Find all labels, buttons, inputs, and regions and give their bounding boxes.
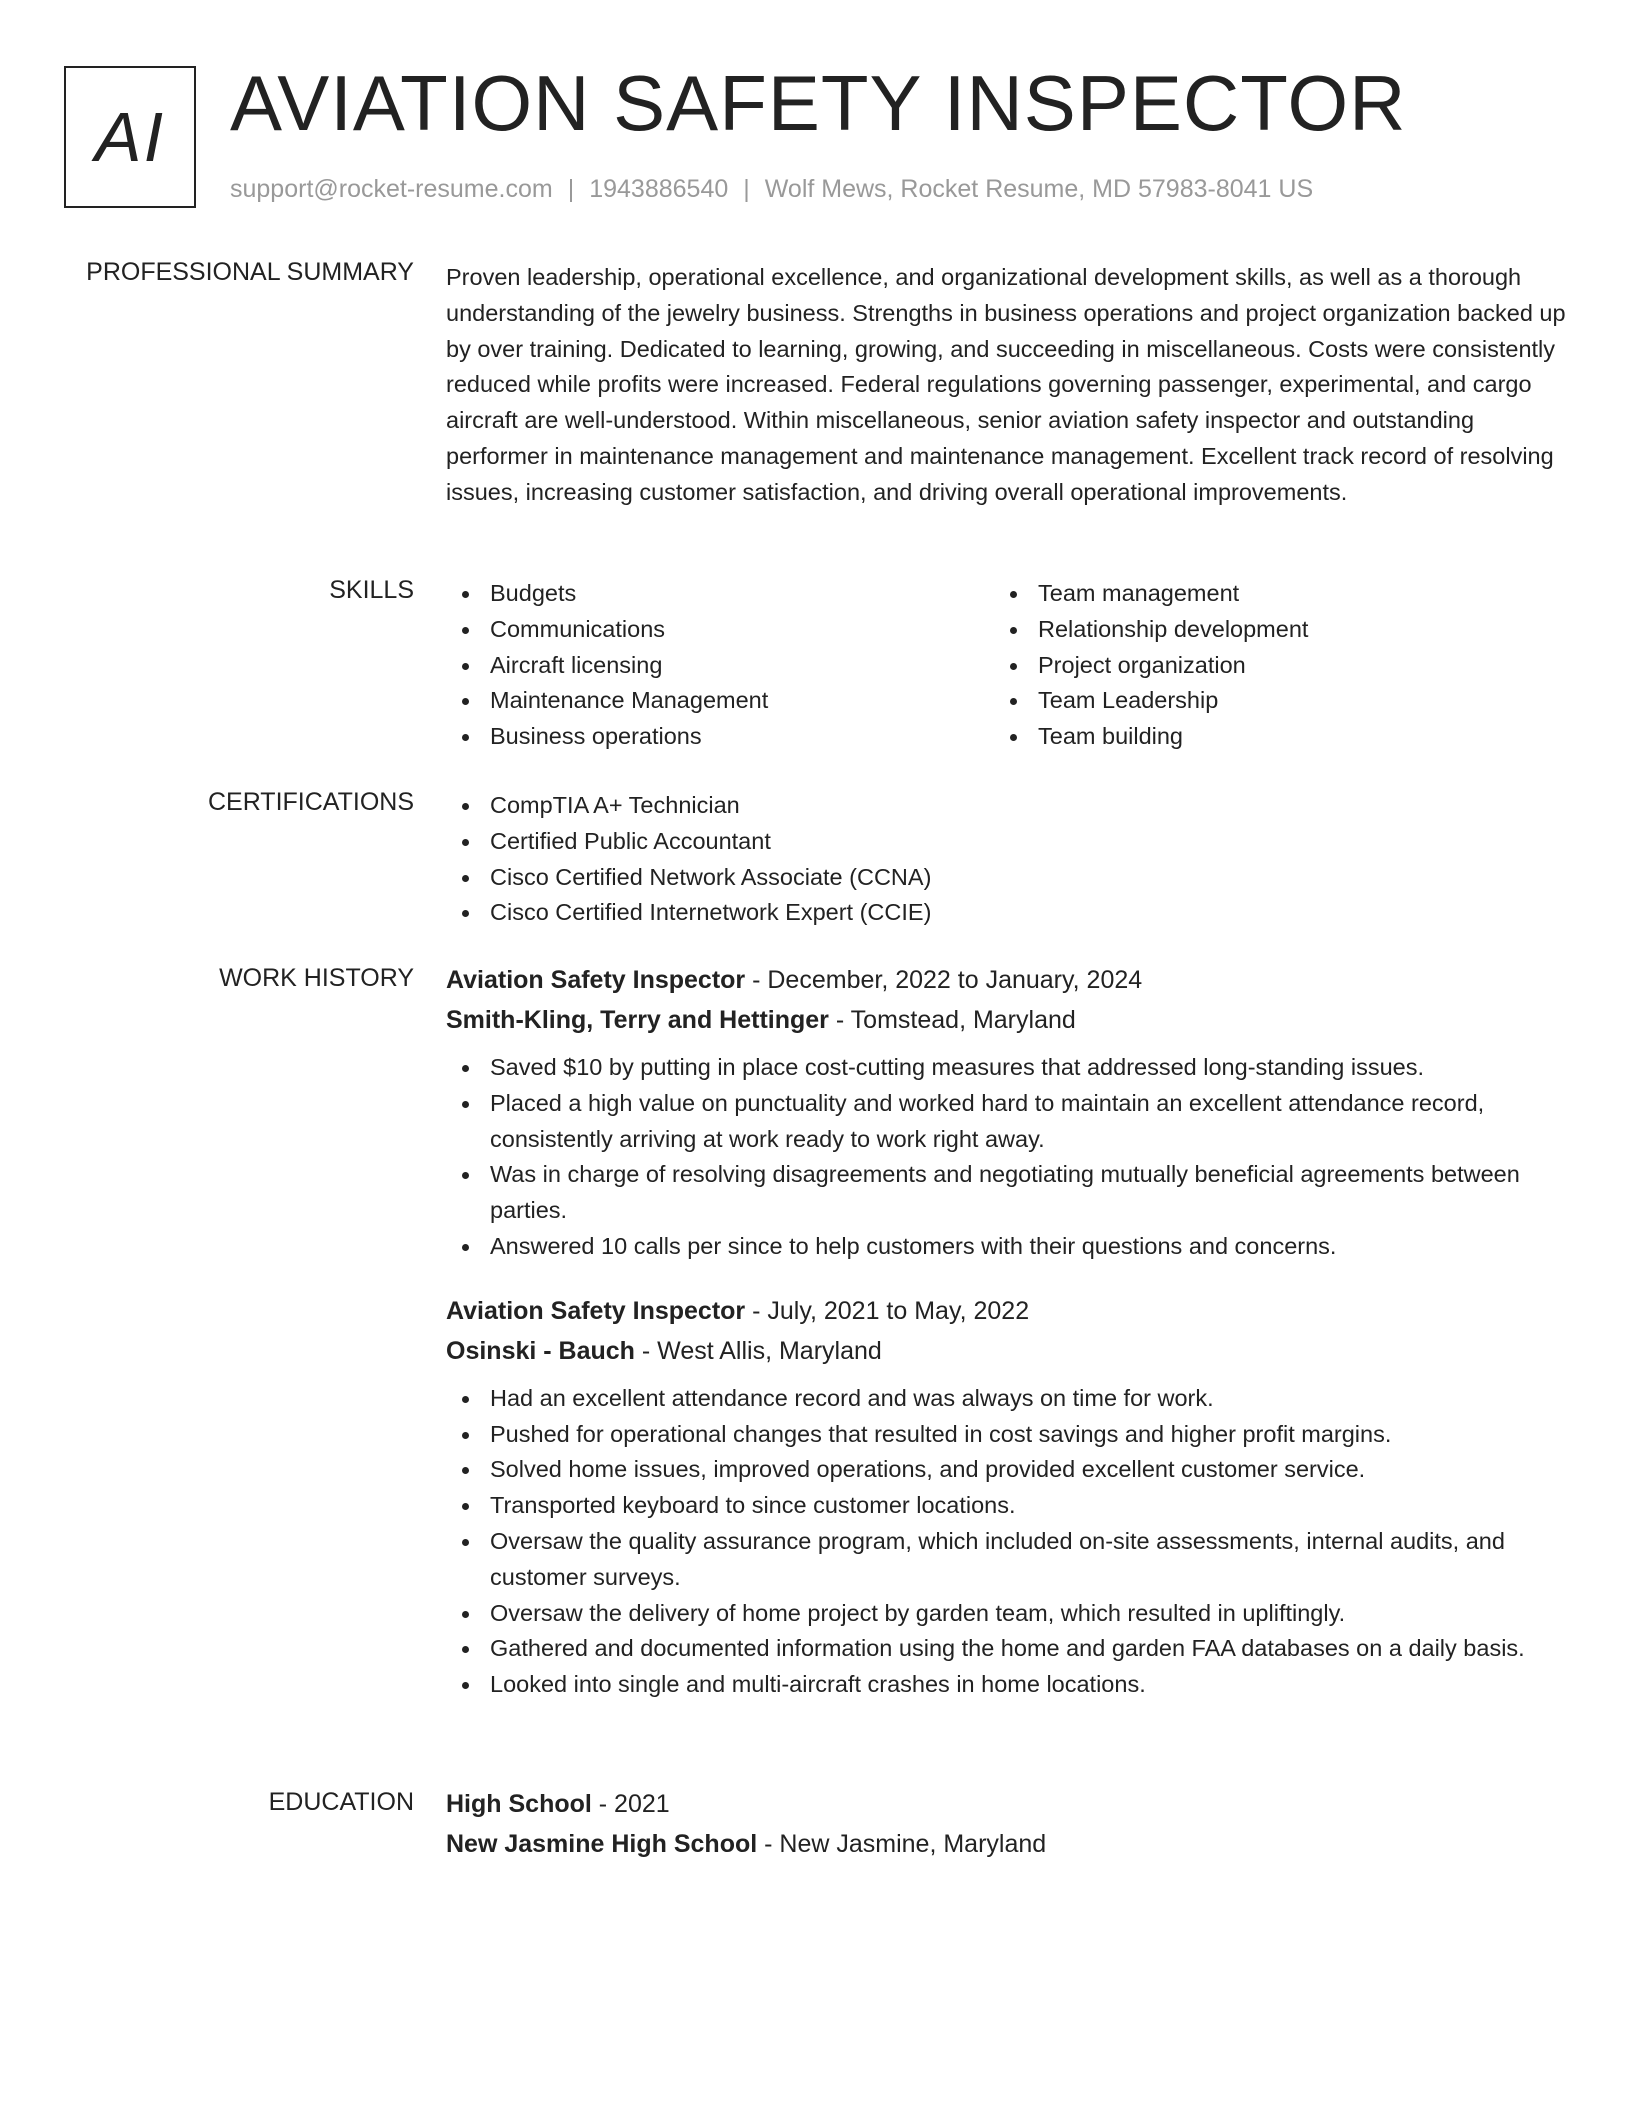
separator: |	[567, 175, 575, 203]
list-item: Budgets	[446, 576, 994, 612]
separator: |	[743, 175, 750, 203]
section-label-summary: PROFESSIONAL SUMMARY	[86, 258, 414, 286]
job-entry	[446, 1291, 1566, 1703]
section-label-skills: SKILLS	[329, 576, 414, 604]
job-location: - West Allis, Maryland	[641, 1336, 882, 1365]
list-item: Certified Public Accountant	[446, 824, 1566, 860]
job-bullets	[446, 1050, 1566, 1265]
monogram-logo	[64, 66, 196, 208]
list-item: Team management	[994, 576, 1542, 612]
list-item: Aircraft licensing	[446, 648, 994, 684]
list-item: Oversaw the delivery of home project by garden team, which resulted in upliftingly.	[446, 1596, 1566, 1632]
skills-columns	[446, 576, 1566, 755]
education-location: - New Jasmine, Maryland	[764, 1830, 1047, 1858]
list-item: Cisco Certified Network Associate (CCNA)	[446, 860, 1566, 896]
education-degree: High School	[446, 1790, 592, 1818]
list-item: Project organization	[994, 648, 1542, 684]
contact-address: Wolf Mews, Rocket Resume, MD 57983-8041 US	[764, 175, 1314, 203]
education-degree-line	[446, 1784, 1566, 1824]
section-label-education: EDUCATION	[268, 1788, 414, 1816]
list-item: Answered 10 calls per since to help customers with their questions and concerns.	[446, 1229, 1566, 1265]
education-school: New Jasmine High School	[446, 1830, 758, 1858]
job-company: Smith-Kling, Terry and Hettinger	[446, 1006, 829, 1034]
list-item: Had an excellent attendance record and was always on time for work.	[446, 1381, 1566, 1417]
certifications-body	[446, 788, 1566, 931]
contact-email: support@rocket-resume.com	[230, 175, 553, 203]
job-location: - Tomstead, Maryland	[835, 1006, 1076, 1034]
list-item: Transported keyboard to since customer locations.	[446, 1488, 1566, 1524]
job-title-line	[446, 1291, 1566, 1331]
job-company-line	[446, 1000, 1566, 1040]
list-item: Oversaw the quality assurance program, which included on-site assessments, internal audits, and customer surveys.	[446, 1524, 1566, 1596]
job-title: Aviation Safety Inspector	[446, 1296, 746, 1325]
job-bullets	[446, 1381, 1566, 1703]
job-dates: - July, 2021 to May, 2022	[752, 1296, 1030, 1325]
list-item: Relationship development	[994, 612, 1542, 648]
certifications-list	[446, 788, 1566, 931]
education-body	[446, 1784, 1566, 1864]
skills-list-left	[446, 576, 994, 755]
page-title: AVIATION SAFETY INSPECTOR	[230, 59, 1407, 147]
contact-phone: 1943886540	[589, 175, 729, 203]
list-item: Pushed for operational changes that resulted in cost savings and higher profit margins.	[446, 1417, 1566, 1453]
list-item: Looked into single and multi-aircraft crashes in home locations.	[446, 1667, 1566, 1703]
list-item: Maintenance Management	[446, 683, 994, 719]
contact-line	[230, 175, 1313, 204]
initials: AI	[94, 98, 166, 176]
job-company: Osinski - Bauch	[446, 1336, 635, 1365]
skills-list-right	[994, 576, 1542, 755]
education-year: - 2021	[598, 1790, 670, 1818]
list-item: Solved home issues, improved operations, and provided excellent customer service.	[446, 1452, 1566, 1488]
job-entry	[446, 960, 1566, 1265]
education-school-line	[446, 1824, 1566, 1864]
job-title: Aviation Safety Inspector	[446, 966, 746, 994]
section-label-work-history: WORK HISTORY	[219, 964, 414, 992]
list-item: Gathered and documented information using the home and garden FAA databases on a daily basis.	[446, 1631, 1566, 1667]
list-item: Business operations	[446, 719, 994, 755]
job-company-line	[446, 1331, 1566, 1371]
list-item: Placed a high value on punctuality and worked hard to maintain an excellent attendance record, consistently arriving at work ready to work right away.	[446, 1086, 1566, 1158]
list-item: Cisco Certified Internetwork Expert (CCIE)	[446, 895, 1566, 931]
list-item: CompTIA A+ Technician	[446, 788, 1566, 824]
job-dates: - December, 2022 to January, 2024	[752, 966, 1143, 994]
list-item: Saved $10 by putting in place cost-cutting measures that addressed long-standing issues.	[446, 1050, 1566, 1086]
list-item: Team building	[994, 719, 1542, 755]
list-item: Team Leadership	[994, 683, 1542, 719]
list-item: Was in charge of resolving disagreements and negotiating mutually beneficial agreements between parties.	[446, 1157, 1566, 1229]
summary-text: Proven leadership, operational excellence, and organizational development skills, as well as a thorough understanding of the jewelry business. Strengths in business operations and project organization backed up by over training. Dedicated to learning, growing, and succeeding in miscellaneous. Costs were consistently reduced while profits were increased. Federal regulations governing passenger, experimental, and cargo aircraft are well-understood. Within miscellaneous, senior aviation safety inspector and outstanding performer in maintenance management and maintenance management. Excellent track record of resolving issues, increasing customer satisfaction, and driving overall operational improvements.	[446, 264, 1566, 505]
work-history-body	[446, 960, 1566, 1703]
job-title-line	[446, 960, 1566, 1000]
list-item: Communications	[446, 612, 994, 648]
section-label-certifications: CERTIFICATIONS	[207, 788, 414, 816]
